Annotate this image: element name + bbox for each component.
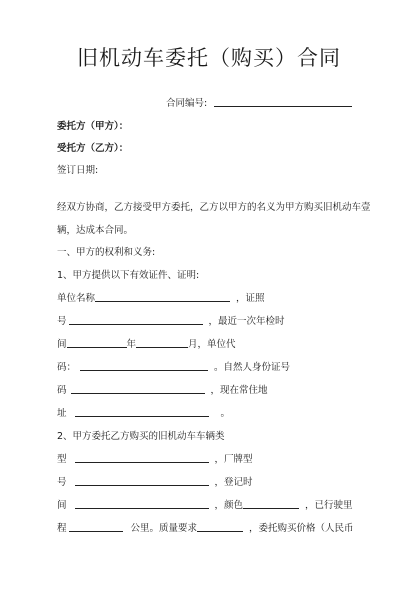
mileage-row bbox=[57, 520, 354, 534]
inspection-date-row bbox=[57, 336, 236, 350]
mileage-field[interactable] bbox=[69, 521, 123, 532]
item-2: 2、甲方委托乙方购买的旧机动车车辆类 bbox=[57, 431, 225, 442]
vehicle-type-row bbox=[57, 451, 253, 465]
vehicle-type-field[interactable] bbox=[75, 452, 209, 463]
contract-number-field[interactable] bbox=[214, 96, 352, 107]
registration-date-field[interactable] bbox=[75, 498, 209, 509]
km-quality-label: 公里。质量要求 bbox=[130, 523, 198, 534]
unit-code-row bbox=[57, 359, 290, 373]
color-field[interactable] bbox=[243, 498, 299, 509]
unit-name-label: 单位名称 bbox=[57, 293, 96, 304]
cert-suffix: ，证照 bbox=[236, 293, 265, 304]
residence-label: ，现在常住地 bbox=[210, 385, 268, 396]
agent-label: 受托方（乙方）： bbox=[57, 143, 129, 154]
sign-date-label: 签订日期: bbox=[57, 165, 99, 176]
id-number-label: 。自然人身份证号 bbox=[214, 362, 291, 373]
month-label: 月，单位代 bbox=[188, 339, 236, 350]
cheng-label: 程 bbox=[57, 523, 67, 534]
color-label: ，颜色 bbox=[214, 500, 244, 511]
registration-row bbox=[57, 497, 353, 511]
page-title: 旧机动车委托（购买）合同 bbox=[77, 46, 341, 70]
price-label: ，委托购买价格（人民币 bbox=[249, 523, 354, 534]
code-label: 码： bbox=[57, 362, 77, 373]
quality-field[interactable] bbox=[197, 521, 243, 532]
address-label: 址 bbox=[57, 408, 67, 419]
contract-number-row bbox=[166, 95, 352, 109]
intro-line-2: 辆，达成本合同。 bbox=[57, 225, 134, 236]
section-1-heading: 一、甲方的权利和义务: bbox=[57, 247, 156, 258]
month-field[interactable] bbox=[136, 337, 188, 348]
between-label: 间 bbox=[57, 339, 67, 350]
address-period: 。 bbox=[220, 408, 231, 419]
year-field[interactable] bbox=[67, 337, 127, 348]
between2-label: 间 bbox=[57, 500, 67, 511]
contract-number-label: 合同编号: bbox=[166, 98, 208, 109]
brand-label: ，厂牌型 bbox=[214, 454, 253, 465]
type-label: 型 bbox=[57, 454, 67, 465]
model-field[interactable] bbox=[75, 475, 209, 486]
cert-no-label: 号 bbox=[57, 316, 67, 327]
year-label: 年 bbox=[126, 339, 137, 350]
unit-name-field[interactable] bbox=[95, 291, 230, 302]
cert-number-field[interactable] bbox=[69, 314, 203, 325]
id-number-row bbox=[57, 382, 268, 396]
intro-line-1: 经双方协商，乙方接受甲方委托，乙方以甲方的名义为甲方购买旧机动车壹 bbox=[57, 202, 371, 213]
cert-number-row bbox=[57, 313, 285, 327]
address-field[interactable] bbox=[75, 406, 209, 417]
registration-label: ，登记时 bbox=[214, 477, 253, 488]
item-1: 1、甲方提供以下有效证件、证明: bbox=[57, 270, 200, 281]
client-label: 委托方（甲方）： bbox=[57, 121, 129, 132]
annual-inspection-label: ，最近一次年检时 bbox=[208, 316, 285, 327]
id-number-field[interactable] bbox=[71, 383, 205, 394]
mileage-label: ，已行驶里 bbox=[305, 500, 353, 511]
unit-code-field[interactable] bbox=[80, 360, 208, 371]
unit-name-row bbox=[57, 290, 265, 304]
no2-label: 号 bbox=[57, 477, 67, 488]
model-row bbox=[57, 474, 253, 488]
address-row bbox=[57, 405, 230, 419]
code2-label: 码 bbox=[57, 385, 67, 396]
